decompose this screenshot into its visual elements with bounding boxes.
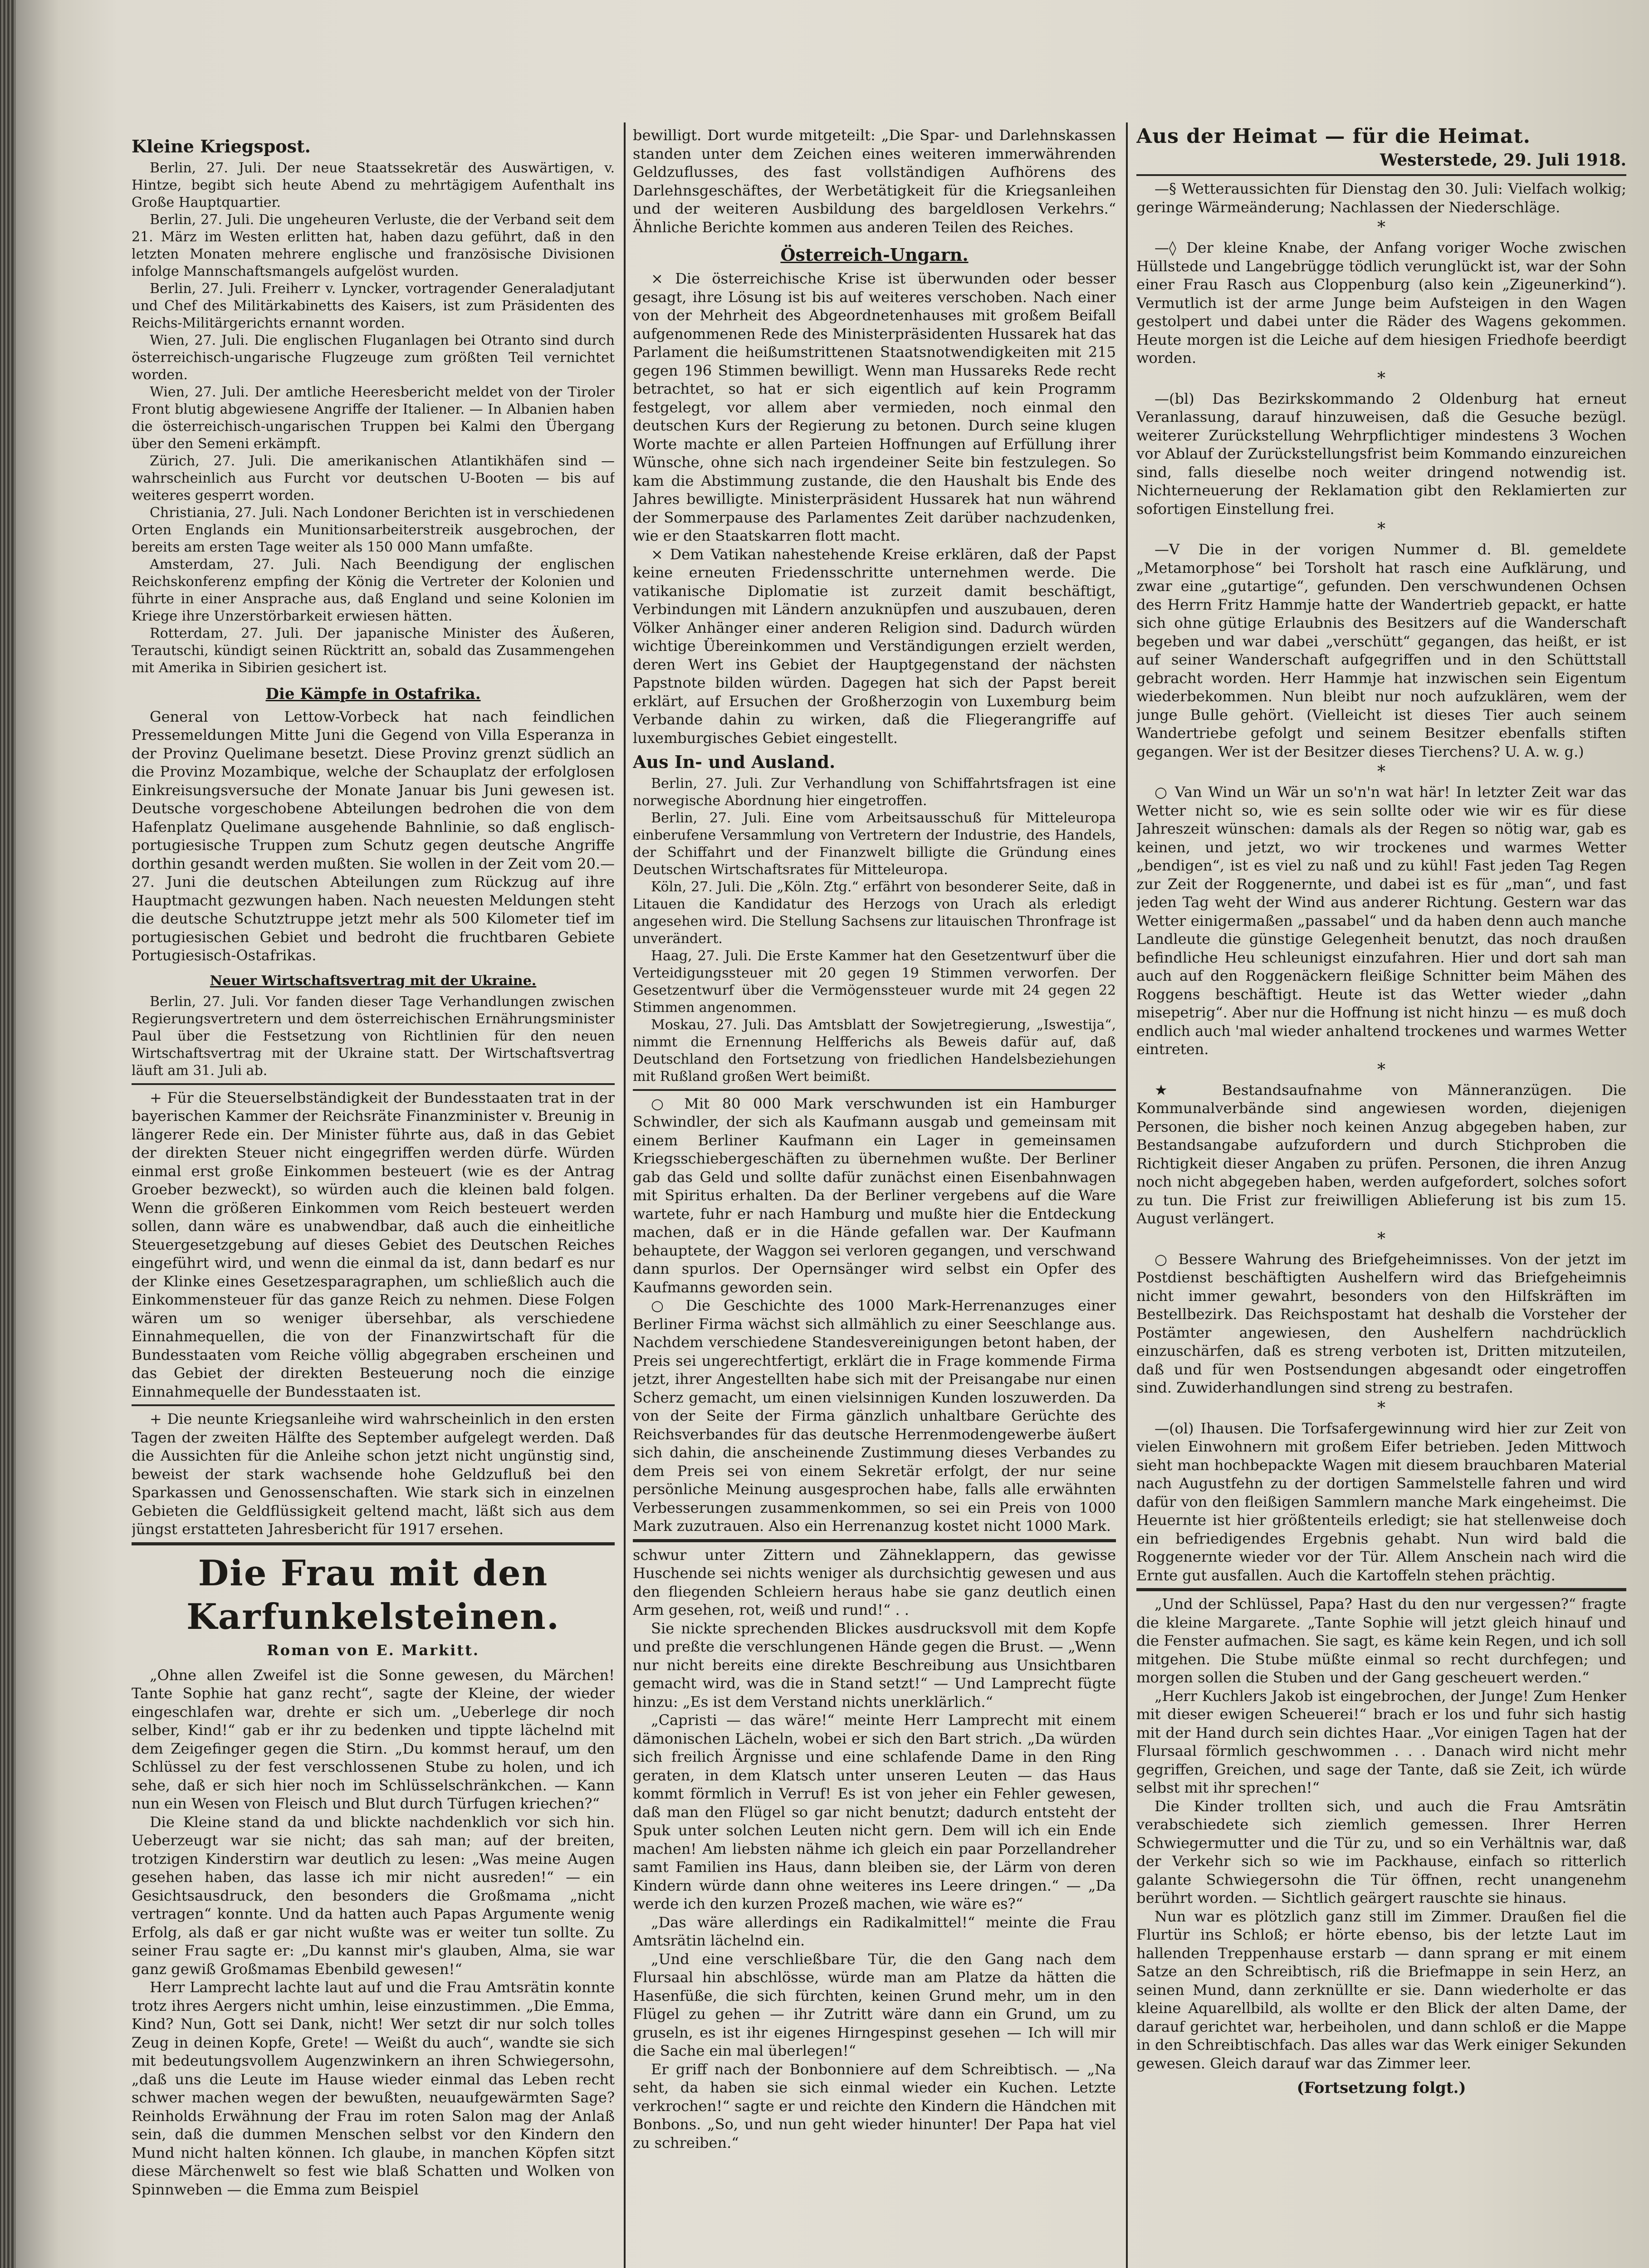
subheading-inland-ausland: Aus In- und Ausland. [633, 752, 836, 772]
star-separator: * [1377, 218, 1385, 237]
article-torsholt: —V Die in der vorigen Nummer d. Bl. gemeldete „Metamorphose“ bei Torsholt hat rasch eine Aufklärung, und zwar eine „gutartige“, gefunden. Den verschwundenen Ochsen des Herrn Fritz Hammje hatte der Wandertrieb gepackt, er hatte sich ohne gütige Erlaubnis des Besitzers auf die Wanderschaft begeben und war dabei „verschütt“ gegangen, das heißt, er ist auf seiner Wanderschaft aufgegriffen und in den Schüttstall gebracht worden. Herr Hammje hat inzwischen sein Eigentum wiederbekommen. Nun bleibt nur noch aufzuklären, wem der junge Bulle gehört. (Vielleicht ist dieses Tier auch seinem Wandertriebe gefolgt und seinem Besitzer ebenfalls stiften gegangen. Wer ist der Besitzer dieses Tierchens? U. A. w. g.) [1136, 541, 1626, 760]
article-ostafrika: General von Lettow-Vorbeck hat nach feindlichen Pressemeldungen Mitte Juni die Gegend von Villa Esperanza in der Provinz Quelimane besetzt. Diese Provinz grenzt südlich an die Provinz Mozambique, welche der Schauplatz der erfolglosen Einkreisungsversuche der Monate Januar bis Juni gewesen ist. Deutsche vorgeschobene Abteilungen bedrohen die von dem Hafenplatz Quelimane ausgehende Bahnlinie, so daß englisch-portugiesische Truppen zum Schutz gegen deutsche Angriffe dorthin gesandt werden mußten. Sie wollen in der Zeit vom 20.—27. Juni die deutschen Abteilungen zum Rückzug auf ihre Hauptmacht gezwungen haben. Nach neuesten Meldungen steht die deutsche Schutztruppe jetzt mehr als 500 Kilometer tief im portugiesischen Gebiet und bedroht die fruchtbaren Gebiete Portugiesisch-Ostafrikas. [132, 708, 615, 964]
article-vatican: × Dem Vatikan nahestehende Kreise erklären, daß der Papst keine erneuten Friedensschritte unternehmen werde. Die vatikanische Diplomatie ist zurzeit damit beschäftigt, Verbindungen mit Ländern anzuknüpfen und auszubauen, deren Völker Anhänger einer anderen Religion sind. Dadurch würden wichtige Übereinkommen und Verständigungen erzielt werden, deren Wert ins Gebiet der Hauptgegenstand der nächsten Papstnote bilden würden. Dagegen hat sich der Papst bereit erklärt, auf Ersuchen der Großherzogin von Luxemburg beim Verbande dahin zu wirken, daß die Fliegerangriffe auf luxemburgisches Gebiet eingestellt. [633, 545, 1116, 747]
story-paragraph: Sie nickte sprechenden Blickes ausdrucksvoll mit dem Kopfe und preßte die verschlungenen Hände gegen die Brust. — „Wenn nur nicht bereits eine direkte Beschreibung aus Unsichtbaren gemacht wird, was die in Stand setzt!“ — Und Lamprecht fügte hinzu: „Es ist dem Verstand nichts unerklärlich.“ [633, 1619, 1116, 1711]
column-right [1136, 0, 1626, 2268]
story-paragraph: Die Kleine stand da und blickte nachdenklich vor sich hin. Ueberzeugt war sie nicht; das sah man; auf der breiten, trotzigen Kinderstirn war deutlich zu lesen: „Was meine Augen gesehen haben, das lasse ich mir nicht ausreden!“ — ein Gesichtsausdruck, den besonders die Großmama „nicht vertragen“ konnte. Und da hatten auch Papas Argumente wenig Erfolg, als daß er gar nicht wußte was er weiter tun sollte. Zu seiner Frau sagte er: „Du kannst mir's glauben, Alma, sie war ganz gewiß Großmamas Ebenbild gewesen!“ [132, 1813, 615, 1978]
article-knabe: —◊ Der kleine Knabe, der Anfang voriger Woche zwischen Hüllstede und Langebrügge tödlich verunglückt ist, war der Sohn einer Frau Rasch aus Cloppenburg (also kein „Zigeunerkind“). Vermutlich ist der arme Junge beim Aufsteigen in den Wagen gestolpert und dabei unter die Räder des Wagens gekommen. Heute morgen ist die Leiche auf dem hiesigen Friedhofe beerdigt worden. [1136, 239, 1626, 367]
news-item: Amsterdam, 27. Juli. Nach Beendigung der englischen Reichskonferenz empfing der König die Vertreter der Kolonien und führte in einer Ansprache aus, daß England und seine Kolonien im Kriege ihre Unzerstörbarkeit erwiesen hätten. [132, 556, 615, 624]
story-paragraph: Herr Lamprecht lachte laut auf und die Frau Amtsrätin konnte trotz ihres Aergers nicht umhin, leise einzustimmen. „Die Emma, Kind? Nun, Gott sei Dank, nicht! Wer setzt dir nur solch tolles Zeug in deinen Kopfe, Grete! — Weißt du auch“, wandte sie sich mit bedeutungsvollem Augenzwinkern an ihren Schwiegersohn, „daß uns die Leute im Hause wieder einmal das Leben recht schwer machen wegen der bewußten, neuaufgewärmten Sage? Reinholds Erwähnung der Frau im roten Salon mag der Anlaß sein, daß die dummen Menschen selbst vor den Kindern den Mund nicht halten können. Ich glaube, in manchen Köpfen sitzt diese Märchenwelt so fest wie blaß Schatten und Wolken von Spinnweben — die Emma zum Beispiel [132, 1979, 615, 2198]
article-maenneranzuege: ★ Bestandsaufnahme von Männeranzügen. Die Kommunalverbände sind angewiesen worden, diejenigen Personen, die bisher noch keinen Anzug abgegeben haben, zur Bestandsangabe aufzufordern und durch Stichproben die Richtigkeit dieser Angaben zu prüfen. Personen, die ihren Anzug noch nicht abgegeben haben, werden aufgefordert, solches sofort zu tun. Die Frist zur freiwilligen Ablieferung ist bis zum 15. August verlängert. [1136, 1081, 1626, 1227]
news-item: Berlin, 27. Juli. Zur Verhandlung von Schiffahrtsfragen ist eine norwegische Abordnung hier eingetroffen. [633, 775, 1116, 809]
story-paragraph: „Und eine verschließbare Tür, die den Gang nach dem Flursaal hin abschlösse, würde man am Platze da hätten die Hasenfüße, die sich fürchten, keinen Grund mehr, um in den Flügel zu gehen — ihr Zutritt wäre dann ein Grund, um zu gruseln, es ist ihr eigenes Hirngespinst gesehen — Ich will mir die Sache ein mal überlegen!“ [633, 1950, 1116, 2060]
star-separator: * [1377, 1229, 1385, 1248]
subheading-ostafrika: Die Kämpfe in Ostafrika. [265, 684, 481, 703]
star-separator: * [1377, 1398, 1385, 1418]
book-binding-edge [0, 0, 15, 2268]
story-paragraph: „Ohne allen Zweifel ist die Sonne gewesen, du Märchen! Tante Sophie hat ganz recht“, sagte der Kleine, der wieder eingeschlafen war, drehte er sich um. „Ueberlege dir noch selber, Kind!“ gab er ihr zu bedenken und tippte lächelnd mit dem Zeigefinger gegen die Stirn. „Du kommst herauf, um den Schlüssel zu der fest verschlossenen Stube zu holen, und ich sehe, daß er sich hier noch im Schlüsselschränkchen. — Kann nun ein Wesen von Fleisch und Blut durch Türfugen kriechen?“ [132, 1666, 615, 1813]
divider [1136, 174, 1626, 176]
column-rule-left [624, 122, 626, 2268]
article-bezirkskommando: —(bl) Das Bezirkskommando 2 Oldenburg hat erneut Veranlassung, darauf hinzuweisen, daß die Gesuche bezügl. weiterer Zurückstellung Wehrpflichtiger mindestens 3 Wochen vor Ablauf der Zurückstellungsfrist beim Kommando einzureichen sind, falls dieselbe noch weiter dringend notwendig ist. Nichterneuerung der Reklamation gibt den Reklamierten zur sofortigen Einstellung frei. [1136, 390, 1626, 518]
article-steuer: + Für die Steuerselbständigkeit der Bundesstaaten trat in der bayerischen Kammer der Reichsräte Finanzminister v. Breunig in längerer Rede ein. Der Minister führte aus, daß in das Gebiet der direkten Steuer nicht eingegriffen werden dürfe. Würden einmal erst große Einkommen besteuert (wie es der Antrag Groeber bezweckt), so würden auch die kleinen bald folgen. Wenn die größeren Einkommen vom Reich besteuert werden sollen, dann wäre es unabwendbar, daß auch die einheitliche Steuergesetzgebung auf dieses Gebiet des Deutschen Reiches eingeführt wird, und wenn die einmal da ist, dann bedarf es nur der Klinke eines Gesetzesparagraphen, um schließlich auch die Einkommensteuer für das ganze Reich zu nehmen. Diese Folgen wären um so weniger übersehbar, als verschiedene Einnahmequellen, die von der Finanzwirtschaft für die Bundesstaaten vom Reiche völlig abgegraben erscheinen und das Gebiet der direkten Besteuerung noch die einzige Einnahmequelle der Bundesstaaten ist. [132, 1089, 615, 1400]
article-briefgeheimnis: ○ Bessere Wahrung des Briefgeheimnisses. Von der jetzt im Postdienst beschäftigten Aushelfern wird das Briefgeheimnis nicht immer gewahrt, besonders von den Hilfskräften im Bestellbezirk. Das Reichspostamt hat deshalb die Vorsteher der Postämter angewiesen, den Aushelfern nachdrücklich einzuschärfen, daß es streng verboten ist, Dritten mitzuteilen, daß und für wen Postsendungen abgesandt oder eingetroffen sind. Zuwiderhandlungen sind streng zu bestrafen. [1136, 1250, 1626, 1396]
story-paragraph: „Und der Schlüssel, Papa? Hast du den nur vergessen?“ fragte die kleine Margarete. „Tante Sophie will jetzt gleich hinauf und die Fenster aufmachen. Sie sagt, es käme kein Regen, und ich soll mitgehen. Die Stube müßte einmal so recht durchfegen; und morgen sollen die Stuben und der Gang gescheuert werden.“ [1136, 1595, 1626, 1686]
divider [132, 1404, 615, 1406]
article-wind-wetter: ○ Van Wind un Wär un so'n'n wat här! In letzter Zeit war das Wetter nicht so, wie es sein sollte oder wie wir es für diese Jahreszeit wünschen: damals als der Regen so nötig war, gab es keinen, und jetzt, wo wir trockenes und warmes Wetter „bendigen“, ist es viel zu naß und zu kühl! Fast jeden Tag Regen zur Zeit der Roggenernte, und dabei ist es für „man“, und fast jeden Tag weht der Wind aus anderer Richtung. Gestern war das Wetter einigermaßen „passabel“ und da haben denn auch manche Landleute die günstige Gelegenheit benutzt, das noch draußen befindliche Heu schleunigst einzufahren. Hier und dort sah man auch auf den Roggenäckern fleißige Schnitter beim Mähen des Roggens beschäftigt. Heute ist das Wetter wieder „dahn misepetrig“. Aber nur die Hoffnung ist nicht hinzu — es muß doch endlich auch 'mal wieder anhaltend trockenes und warmes Wetter eintreten. [1136, 783, 1626, 1058]
story-paragraph: schwur unter Zittern und Zähneklappern, das gewisse Huschende sei nichts weniger als durchsichtig gewesen und aus den fliegenden Schleiern heraus habe sie ganz deutlich einen Arm gesehen, rot, weiß und rund!“ . . [633, 1546, 1116, 1619]
divider [132, 1083, 615, 1085]
column-rule-right [1126, 122, 1128, 2268]
section-masthead-heimat: Aus der Heimat — für die Heimat. [1136, 125, 1531, 148]
story-paragraph: „Capristi — das wäre!“ meinte Herr Lamprecht mit einem dämonischen Lächeln, wobei er sich den Bart strich. „Da würden sich freilich Ärgnisse und eine schlafende Dame in den Ring geraten, in dem Klatsch unter unseren Leuten — das Haus kommt förmlich in Verruf! Es ist von jeher ein Fehler gewesen, daß man den Flügel so gar nicht benutzt; dadurch entsteht der Spuk unter solchen Leuten nicht gern. Dem will ich ein Ende machen! Am liebsten nähme ich gleich ein paar Porzellandreher samt Familien ins Haus, dann bleiben sie, der Lärm von deren Kindern würde dann ohne weiteres ins Leere dringen.“ — „Da werde ich den kurzen Prozeß machen, wie wäre es?“ [633, 1711, 1116, 1913]
news-item: Berlin, 27. Juli. Die ungeheuren Verluste, die der Verband seit dem 21. März im Westen erlitten hat, haben dazu geführt, daß in den letzten Monaten mehrere englische und französische Divisionen infolge Mannschaftsmangels aufgelöst wurden. [132, 211, 615, 279]
news-item: Moskau, 27. Juli. Das Amtsblatt der Sowjetregierung, „Iswestija“, nimmt die Ernennung Helfferichs als Beweis dafür auf, daß Deutschland den Fortsetzung von friedlichen Handelsbeziehungen mit Rußland großen Wert beimißt. [633, 1017, 1116, 1085]
star-separator: * [1377, 763, 1385, 781]
divider [633, 1539, 1116, 1542]
news-item: Wien, 27. Juli. Die englischen Fluganlagen bei Otranto sind durch österreichisch-ungarische Flugzeuge zum größten Teil vernichtet worden. [132, 332, 615, 383]
story-paragraph: „Herr Kuchlers Jakob ist eingebrochen, der Junge! Zum Henker mit dieser ewigen Scheuerei!“ brach er los und fuhr sich hastig mit der Hand durch sein dichtes Haar. „Vor einigen Tagen hat der Flursaal förmlich geschwommen . . . Danach wird nicht mehr gegriffen, Greichen, und sage der Tante, daß sie Zeit, ich würde selbst mit ihr sprechen!“ [1136, 1687, 1626, 1796]
star-separator: * [1377, 520, 1385, 538]
serial-story-byline: Roman von E. Markitt. [267, 1641, 480, 1659]
story-paragraph: Nun war es plötzlich ganz still im Zimmer. Draußen fiel die Flurtür ins Schloß; er hörte ebenso, bis der letzte Laut im hallenden Treppenhause erstarb — dann sprang er mit einem Satze an den Schreibtisch, riß die Briefmappe in sein Herz, an seinen Mund, dann zerknüllte er sie. Dann wiederholte er das kleine Aquarellbild, als wollte er den Blick der alten Dame, der darauf gerichtet war, herbeiholen, und dann schloß er die Mappe in den Schreibtischfach. Das alles war das Werk einiger Sekunden gewesen. Gleich darauf war das Zimmer leer. [1136, 1907, 1626, 2072]
divider [132, 1542, 615, 1545]
news-item: Berlin, 27. Juli. Freiherr v. Lyncker, vortragender Generaladjutant und Chef des Militärkabinetts des Kaisers, ist zum Präsidenten des Reichs-Militärgerichts ernannt worden. [132, 280, 615, 331]
serial-story-title: Die Frau mit den Karfunkelsteinen. [186, 1552, 560, 1637]
star-separator: * [1377, 1060, 1385, 1079]
article-ukraine: Berlin, 27. Juli. Vor fanden dieser Tage Verhandlungen zwischen Regierungsvertretern und dem österreichischen Ernährungsminister Paul über die Festsetzung von Richtlinien für den neuen Wirtschaftsvertrag mit der Ukraine statt. Der Wirtschaftsvertrag läuft am 31. Juli ab. [132, 993, 615, 1079]
news-item: Christiania, 27. Juli. Nach Londoner Berichten ist in verschiedenen Orten Englands ein Munitionsarbeiterstreik ausgebrochen, der bereits am ersten Tage weiter als 150 000 Mann umfaßte. [132, 504, 615, 555]
section-heading-kriegspost: Kleine Kriegspost. [132, 136, 311, 156]
article-kriegsanleihe: + Die neunte Kriegsanleihe wird wahrscheinlich in den ersten Tagen der zweiten Hälfte des September aufgelegt werden. Daß die Aussichten für die Anleihe schon jetzt nicht ungünstig sind, beweist der stark wachsende hohe Geldzufluß bei den Sparkassen und Genossenschaften. Wie stark sich in einzelnen Gebieten die Geldflüssigkeit geltend macht, läßt sich aus dem jüngst erstatteten Jahresbericht für 1917 ersehen. [132, 1410, 615, 1538]
news-item: Berlin, 27. Juli. Eine vom Arbeitsausschuß für Mitteleuropa einberufene Versammlung von Vertretern der Industrie, des Handels, der Schiffahrt und der Finanzwelt billigte die Gründung eines Deutschen Wirtschaftsrates für Mitteleuropa. [633, 810, 1116, 878]
article-weather: —§ Wetteraussichten für Dienstag den 30. Juli: Vielfach wolkig; geringe Wärmeänderung; Nachlassen der Niederschläge. [1136, 180, 1626, 216]
story-paragraph: „Das wäre allerdings ein Radikalmittel!“ meinte die Frau Amtsrätin lächelnd ein. [633, 1913, 1116, 1950]
divider [633, 1089, 1116, 1091]
news-item: Wien, 27. Juli. Der amtliche Heeresbericht meldet von der Tiroler Front blutig abgewiesene Angriffe der Italiener. — In Albanien haben die österreichisch-ungarischen Truppen bei Kalmi den Übergang über den Semeni erkämpft. [132, 384, 615, 452]
news-item: Haag, 27. Juli. Die Erste Kammer hat den Gesetzentwurf über die Verteidigungssteuer mit 20 gegen 19 Stimmen verworfen. Der Gesetzentwurf über die Vermögenssteuer wurde mit 24 gegen 22 Stimmen angenommen. [633, 948, 1116, 1016]
continuation-note: (Fortsetzung folgt.) [1297, 2079, 1466, 2097]
column-left [132, 0, 615, 2268]
article-80000-mark: ○ Mit 80 000 Mark verschwunden ist ein Hamburger Schwindler, der sich als Kaufmann ausgab und gemeinsam mit einem Berliner Kaufmann ein Lager in gemeinsamen Kriegsschiebergeschäften zu übernehmen wußte. Der Berliner gab das Geld und sollte dafür zunächst einen Eisenbahnwagen mit Spiritus erhalten. Da der Berliner vergebens auf die Ware wartete, fuhr er nach Hamburg und mußte hier die Entdeckung machen, daß er in die Hände gefallen war. Der Kaufmann behauptete, der Waggon sei verloren gegangen, und verschwand dann spurlos. Der Opernsänger wird selbst ein Opfer des Kaufmanns geworden sein. [633, 1095, 1116, 1296]
story-paragraph: Die Kinder trollten sich, und auch die Frau Amtsrätin verabschiedete sich ziemlich gemessen. Ihrer Herren Schwiegermutter und die Tür zu, und so ein Verhältnis war, daß der Verkehr sich so wie im Packhause, einfach so ritterlich galante Schwiegersohn die Tür öffnen, recht unangenehm berührt worden. — Sichtlich geärgert rauschte sie hinaus. [1136, 1797, 1626, 1906]
column-middle [633, 0, 1116, 2268]
dateline: Westerstede, 29. Juli 1918. [1380, 151, 1626, 170]
article-herrenanzug: ○ Die Geschichte des 1000 Mark-Herrenanzuges einer Berliner Firma wächst sich allmählich zu einer Seeschlange aus. Nachdem verschiedene Standesvereinigungen betont haben, der Preis sei ungerechtfertigt, erklärt die in Frage kommende Firma jetzt, ihrer Angestellten habe sich mit der Preisangabe nur einen Scherz gemacht, um einen vielsinnigen Kunden loszuwerden. Da von der Seite der Firma gänzlich unhaltbare Gerüchte des Reichsverbandes für das deutsche Herrenmodengewerbe äußert sich dahin, die anscheinende Zustimmung dieses Verbandes zu dem Preis sei von einem Sekretär erfolgt, der nur seine persönliche Meinung ausgesprochen habe, falls alle erwähnten Verbesserungen zusammenkommen, so sei ein Preis von 1000 Mark zuzutrauen. Also ein Herrenanzug kostet nicht 1000 Mark. [633, 1297, 1116, 1535]
article-continuation: bewilligt. Dort wurde mitgeteilt: „Die Spar- und Darlehnskassen standen unter dem Zeichen eines weiteren immerwährenden Geldzuflusses, des fast vollständigen Aufhörens des Darlehnsgeschäftes, der Werbetätigkeit für die Kriegsanleihen und der weiteren Ausbildung des bargeldlosen Verkehrs.“ Ähnliche Berichte kommen aus anderen Teilen des Reiches. [633, 127, 1116, 236]
news-item: Köln, 27. Juli. Die „Köln. Ztg.“ erfährt von besonderer Seite, daß in Litauen die Kandidatur des Herzogs von Urach als erledigt angesehen wird. Die Stellung Sachsens zur litauischen Thronfrage ist unverändert. [633, 879, 1116, 947]
star-separator: * [1377, 369, 1385, 388]
subheading-ukraine: Neuer Wirtschaftsvertrag mit der Ukraine. [210, 973, 537, 989]
news-item: Berlin, 27. Juli. Der neue Staatssekretär des Auswärtigen, v. Hintze, begibt sich heute Abend zu mehrtägigem Aufenthalt ins Große Hauptquartier. [132, 160, 615, 210]
story-paragraph: Er griff nach der Bonbonniere auf dem Schreibtisch. — „Na seht, da haben sie sich einmal wieder ein Kuchen. Letzte verkrochen!“ sagte er und reichte den Kindern die Händchen mit Bonbons. „So, und nun geht wieder hinunter! Der Papa hat viel zu schreiben.“ [633, 2060, 1116, 2151]
subheading-oesterreich: Österreich-Ungarn. [780, 244, 969, 265]
article-austria-crisis: × Die österreichische Krise ist überwunden oder besser gesagt, ihre Lösung ist bis auf weiteres verschoben. Nach einer von der Mehrheit des Abgeordnetenhauses mit großem Beifall aufgenommenen Rede des Ministerpräsidenten Hussarek hat das Parlament die heißumstrittenen Staatsnotwendigkeiten mit 215 gegen 196 Stimmen bewilligt. Wenn man Hussareks Rede recht betrachtet, so hat er sich eigentlich auf kein Programm festgelegt, vor allem aber vermieden, noch einmal den deutschen Kurs der Regierung zu betonen. Durch seine klugen Worte machte er allen Parteien Hoffnungen auf Erfüllung ihrer Wünsche, ohne sich nach irgendeiner Seite bin festzulegen. So kam die Abstimmung zustande, die den Haushalt bis Ende des Jahres bewilligte. Ministerpräsident Hussarek hat nun während der Sommerpause des Parlamentes Zeit darüber nachzudenken, wie er den Staatskarren flott macht. [633, 270, 1116, 544]
article-ihausen: —(ol) Ihausen. Die Torfsafergewinnung wird hier zur Zeit von vielen Einwohnern mit großem Eifer betrieben. Jeden Mittwoch sieht man hochbepackte Wagen mit diesem brauchbaren Material nach Augustfehn zu der dortigen Sammelstelle fahren und wird dafür von den fleißigen Sammlern manche Mark eingeheimst. Die Heuernte ist hier größtenteils erledigt; sie hat stellenweise doch ein befriedigendes Ergebnis gehabt. Nun wird bald die Roggenernte wieder vor der Tür. Allem Anschein nach wird die Ernte gut ausfallen. Auch die Kartoffeln stehen prächtig. [1136, 1419, 1626, 1584]
news-item: Zürich, 27. Juli. Die amerikanischen Atlantikhäfen sind — wahrscheinlich aus Furcht vor deutschen U-Booten — bis auf weiteres gesperrt worden. [132, 453, 615, 503]
divider [1136, 1588, 1626, 1591]
news-item: Rotterdam, 27. Juli. Der japanische Minister des Äußeren, Terautschi, kündigt seinen Rücktritt an, sobald das Zusammengehen mit Amerika in Sibirien gesichert ist. [132, 625, 615, 676]
